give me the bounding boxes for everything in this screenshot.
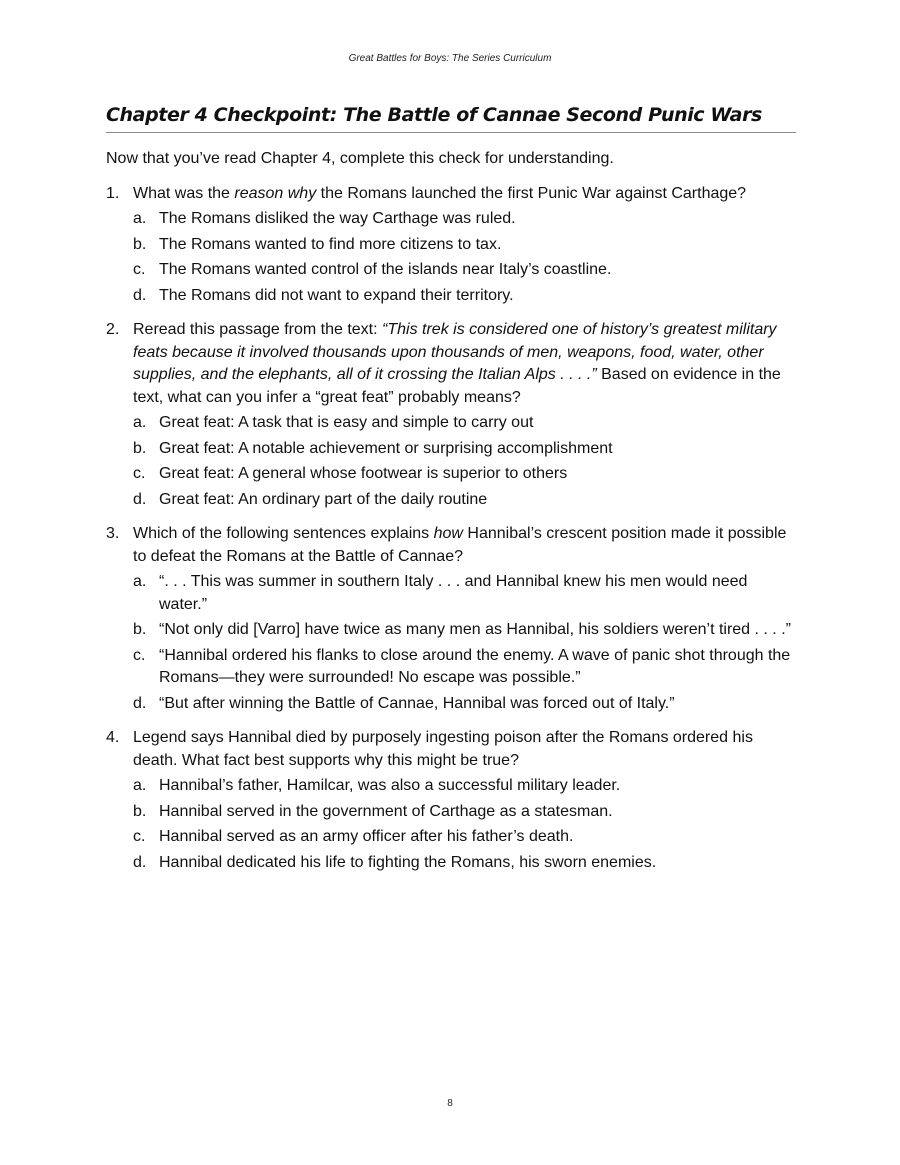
title-divider bbox=[106, 132, 796, 133]
option-text: Great feat: A general whose footwear is superior to others bbox=[159, 465, 568, 482]
answer-option[interactable] bbox=[133, 208, 796, 231]
question-text-emphasis: “This trek is considered one of history’s greatest military feats because it involved thousands upon thousands of men, weapons, food, water, other supplies, and the elephants, all of it crossing the Italian Alps . . . .” bbox=[133, 321, 777, 383]
chapter-title: Chapter 4 Checkpoint: The Battle of Cannae Second Punic Wars bbox=[106, 104, 762, 126]
answer-options bbox=[106, 775, 796, 874]
option-letter: b. bbox=[133, 439, 147, 457]
option-text: The Romans wanted control of the islands near Italy’s coastline. bbox=[159, 261, 612, 278]
answer-option[interactable] bbox=[133, 463, 796, 486]
question-text-emphasis: reason why bbox=[234, 184, 317, 202]
option-text: Hannibal served as an army officer after his father’s death. bbox=[159, 828, 574, 845]
option-letter: d. bbox=[133, 286, 147, 304]
option-text: “Not only did [Varro] have twice as many men as Hannibal, his soldiers weren’t tired . . . .” bbox=[159, 621, 791, 638]
question-stem bbox=[106, 319, 796, 409]
option-text: Hannibal dedicated his life to fighting the Romans, his sworn enemies. bbox=[159, 853, 657, 871]
question-1 bbox=[106, 183, 796, 308]
question-text-part: the Romans launched the first Punic War against Carthage? bbox=[316, 184, 747, 202]
intro-text: Now that you’ve read Chapter 4, complete this check for understanding. bbox=[106, 150, 614, 167]
option-letter: a. bbox=[133, 210, 147, 227]
question-text-part: What was the bbox=[133, 184, 235, 202]
question-stem bbox=[106, 523, 796, 568]
question-4 bbox=[106, 727, 796, 874]
option-letter: b. bbox=[133, 621, 147, 638]
answer-option[interactable] bbox=[133, 801, 796, 824]
option-letter: c. bbox=[133, 646, 146, 664]
answer-option[interactable] bbox=[133, 693, 796, 716]
answer-options bbox=[106, 208, 796, 307]
answer-option[interactable] bbox=[133, 285, 796, 308]
question-text-emphasis: how bbox=[433, 525, 463, 542]
option-text: Great feat: An ordinary part of the daily routine bbox=[159, 490, 488, 508]
answer-option[interactable] bbox=[133, 412, 796, 435]
option-text: The Romans disliked the way Carthage was ruled. bbox=[159, 210, 516, 227]
option-text: The Romans did not want to expand their territory. bbox=[159, 286, 514, 304]
question-text bbox=[133, 727, 796, 772]
answer-options bbox=[106, 412, 796, 511]
question-3 bbox=[106, 523, 796, 715]
option-text: “. . . This was summer in southern Italy . . . and Hannibal knew his men would need water.” bbox=[159, 573, 748, 613]
option-text: Hannibal’s father, Hamilcar, was also a successful military leader. bbox=[159, 777, 621, 794]
option-text: The Romans wanted to find more citizens to tax. bbox=[159, 235, 502, 253]
question-stem bbox=[106, 183, 796, 206]
option-letter: d. bbox=[133, 490, 147, 508]
question-text bbox=[133, 319, 796, 409]
checkpoint-content bbox=[106, 148, 796, 886]
answer-option[interactable] bbox=[133, 438, 796, 461]
question-text bbox=[133, 183, 796, 206]
question-number: 1. bbox=[106, 184, 120, 202]
answer-option[interactable] bbox=[133, 259, 796, 282]
option-letter: c. bbox=[133, 261, 146, 278]
answer-option[interactable] bbox=[133, 645, 796, 690]
answer-option[interactable] bbox=[133, 571, 796, 616]
option-letter: b. bbox=[133, 802, 147, 820]
question-text-part: Based on evidence in the text, what can you infer a “great feat” probably means? bbox=[133, 366, 781, 406]
question-text-part: Reread this passage from the text: bbox=[133, 321, 383, 338]
option-letter: a. bbox=[133, 414, 147, 431]
option-letter: d. bbox=[133, 694, 147, 712]
question-text-part: Hannibal’s crescent position made it possible to defeat the Romans at the Battle of Cannae? bbox=[133, 525, 787, 565]
question-text bbox=[133, 523, 796, 568]
answer-option[interactable] bbox=[133, 775, 796, 798]
option-text: “Hannibal ordered his flanks to close around the enemy. A wave of panic shot through the Romans—they were surrounded! No escape was possible.” bbox=[159, 646, 791, 686]
option-text: “But after winning the Battle of Cannae, Hannibal was forced out of Italy.” bbox=[159, 694, 675, 712]
option-letter: c. bbox=[133, 828, 146, 845]
option-letter: a. bbox=[133, 777, 147, 794]
option-letter: a. bbox=[133, 573, 147, 590]
answer-options bbox=[106, 571, 796, 715]
answer-option[interactable] bbox=[133, 619, 796, 642]
question-stem bbox=[106, 727, 796, 772]
question-number: 2. bbox=[106, 321, 120, 338]
question-list bbox=[106, 183, 796, 875]
option-letter: c. bbox=[133, 465, 146, 482]
option-text: Hannibal served in the government of Carthage as a statesman. bbox=[159, 802, 613, 820]
answer-option[interactable] bbox=[133, 489, 796, 512]
question-number: 3. bbox=[106, 525, 120, 542]
question-text-part: Which of the following sentences explains bbox=[133, 525, 434, 542]
question-2 bbox=[106, 319, 796, 511]
answer-option[interactable] bbox=[133, 826, 796, 849]
answer-option[interactable] bbox=[133, 234, 796, 257]
page-number: 8 bbox=[447, 1098, 453, 1109]
option-letter: b. bbox=[133, 235, 147, 253]
option-text: Great feat: A notable achievement or surprising accomplishment bbox=[159, 439, 613, 457]
question-number: 4. bbox=[106, 729, 120, 746]
option-letter: d. bbox=[133, 853, 147, 871]
running-header: Great Battles for Boys: The Series Curriculum bbox=[348, 53, 552, 64]
answer-option[interactable] bbox=[133, 852, 796, 875]
option-text: Great feat: A task that is easy and simple to carry out bbox=[159, 414, 534, 431]
question-text-part: Legend says Hannibal died by purposely ingesting poison after the Romans ordered his death. What fact best supports why this might be true? bbox=[133, 729, 753, 769]
